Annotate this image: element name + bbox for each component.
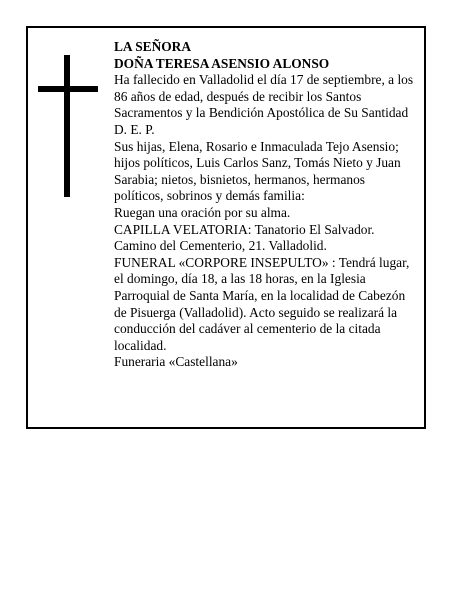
notice-line: FUNERAL «CORPORE INSEPULTO» : Tendrá lugar, bbox=[114, 254, 410, 270]
notice-title: LA SEÑORA bbox=[114, 39, 192, 54]
obituary-text bbox=[114, 39, 424, 371]
notice-line: hijos políticos, Luis Carlos Sanz, Tomás Nieto y Juan bbox=[114, 155, 401, 171]
notice-line: localidad. bbox=[114, 337, 167, 353]
notice-line: Ha fallecido en Valladolid el día 17 de septiembre, a los bbox=[114, 72, 414, 88]
notice-line: 86 años de edad, después de recibir los Santos bbox=[114, 88, 362, 104]
notice-line: políticos, sobrinos y demás familia: bbox=[114, 188, 305, 204]
notice-line: Sus hijas, Elena, Rosario e Inmaculada Tejo Asensio; bbox=[114, 138, 399, 154]
notice-line: Camino del Cementerio, 21. Valladolid. bbox=[114, 238, 327, 254]
notice-line: de Pisuerga (Valladolid). Acto seguido se realizará la bbox=[114, 304, 398, 320]
notice-line: Ruegan una oración por su alma. bbox=[114, 204, 291, 220]
notice-line: Sacramentos y la Bendición Apostólica de Su Santidad bbox=[114, 105, 409, 121]
funeral-home: Funeraria «Castellana» bbox=[114, 354, 238, 370]
notice-line: Sarabia; nietos, bisnietos, hermanos, hermanos bbox=[114, 171, 366, 187]
cross-icon bbox=[38, 55, 98, 197]
notice-line: conducción del cadáver al cementerio de la citada bbox=[114, 321, 381, 337]
notice-line: Parroquial de Santa María, en la localidad de Cabezón bbox=[114, 287, 406, 303]
deceased-name: DOÑA TERESA ASENSIO ALONSO bbox=[114, 55, 330, 71]
notice-line: el domingo, día 18, a las 18 horas, en la Iglesia bbox=[114, 271, 366, 287]
notice-line: CAPILLA VELATORIA: Tanatorio El Salvador. bbox=[114, 221, 375, 237]
cross-vertical-bar bbox=[64, 55, 70, 197]
cross-horizontal-bar bbox=[38, 86, 98, 92]
notice-line: D. E. P. bbox=[114, 121, 155, 137]
